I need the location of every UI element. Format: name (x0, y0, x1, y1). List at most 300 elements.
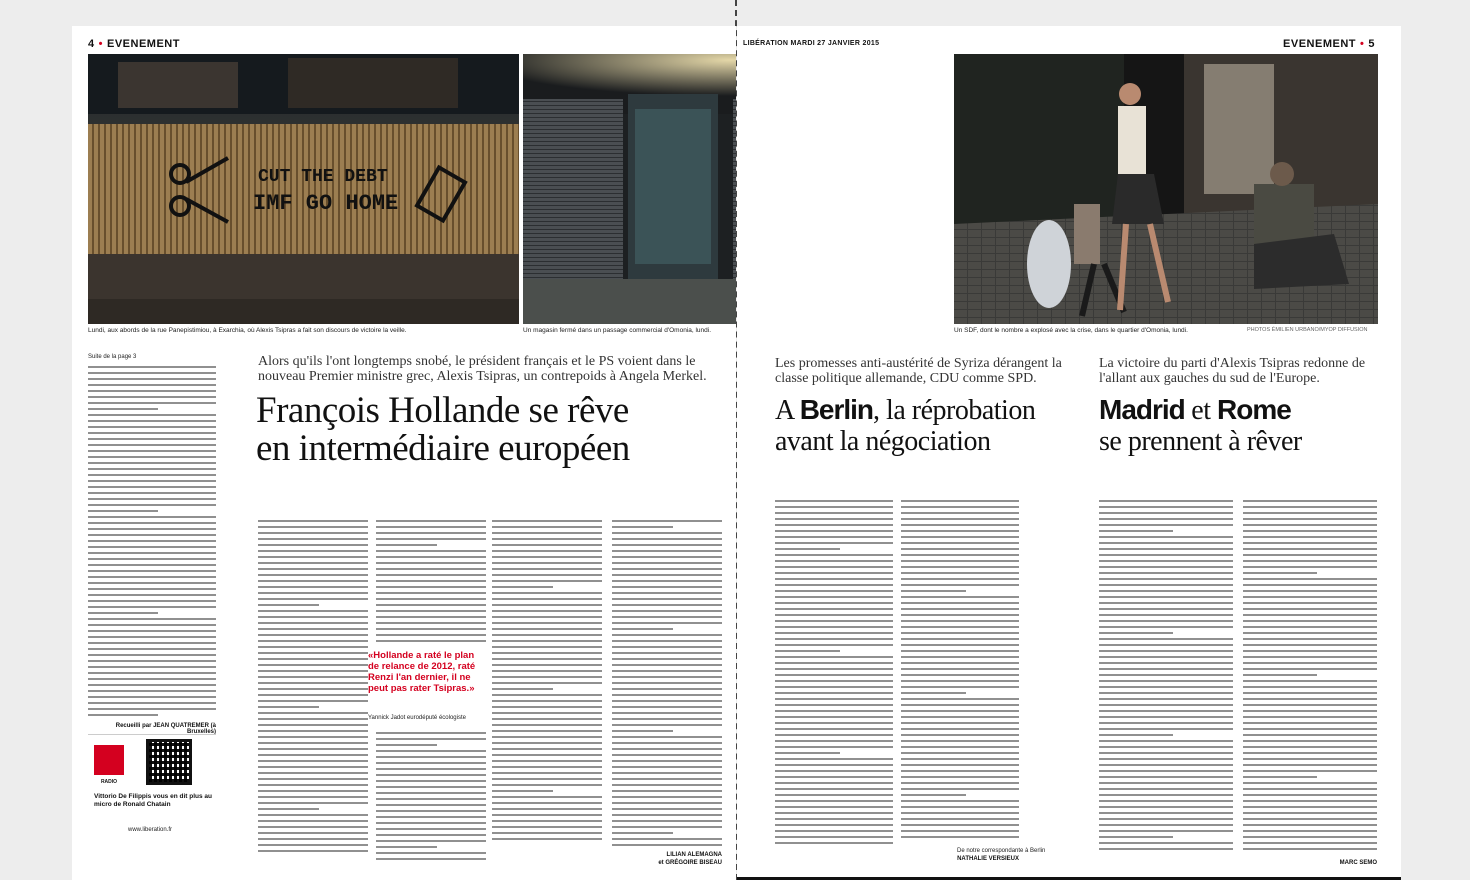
body-text-line (492, 598, 602, 600)
body-text-line (492, 652, 602, 654)
body-text-line (492, 820, 602, 822)
body-text-line (258, 790, 368, 792)
body-text-line (775, 602, 893, 604)
body-text-line (1243, 584, 1377, 586)
body-text-line (88, 558, 216, 560)
body-text-line (901, 632, 1019, 634)
body-text-line (376, 816, 486, 818)
body-text-line (612, 634, 722, 636)
body-text-line (492, 814, 602, 816)
headline-hollande (256, 392, 726, 468)
body-text-line (775, 824, 893, 826)
photo-credit: PHOTOS ÉMILIEN URBANO/MYOP DIFFUSION (1247, 327, 1368, 333)
body-text-line (1099, 506, 1233, 508)
body-text-line (901, 770, 1019, 772)
body-text-line (492, 640, 602, 642)
body-text-line (376, 574, 486, 576)
body-text-line (1099, 806, 1233, 808)
body-text-line (775, 794, 893, 796)
body-text-line (901, 500, 1019, 502)
body-text-line (1243, 602, 1377, 604)
body-text-line (88, 456, 216, 458)
body-text-line (901, 830, 1019, 832)
body-text-line (775, 560, 893, 562)
body-text-line (1243, 620, 1377, 622)
body-text-line (258, 712, 368, 714)
body-text-line (88, 642, 216, 644)
body-text-line (258, 628, 368, 630)
body-text-line (901, 602, 1019, 604)
body-text-line (492, 568, 602, 570)
body-text-line (775, 518, 893, 520)
body-text-line (1099, 770, 1233, 772)
body-text-line (88, 420, 216, 422)
body-text-line (492, 736, 602, 738)
body-text-line (901, 764, 1019, 766)
body-text-line (258, 610, 368, 612)
body-text-line (775, 836, 893, 838)
barricade-graffiti-image (88, 54, 519, 324)
body-text-line (1243, 758, 1377, 760)
body-text-line (258, 622, 368, 624)
body-text-line (376, 598, 486, 600)
body-text-line (258, 520, 368, 522)
body-text-line (1243, 518, 1377, 520)
body-text-line (258, 766, 368, 768)
body-text-line (492, 760, 602, 762)
body-text-line (376, 526, 486, 528)
body-text-line (88, 444, 216, 446)
body-text-line (775, 692, 893, 694)
body-text-line (492, 604, 602, 606)
body-text-line (1099, 782, 1233, 784)
body-text-line (612, 538, 722, 540)
body-text-line (1243, 560, 1377, 562)
body-text-line (1243, 806, 1377, 808)
body-text-line (901, 668, 1019, 670)
berlin-byline: NATHALIE VERSIEUX (957, 856, 1019, 862)
article-deck-hollande: Alors qu'ils l'ont longtemps snobé, le président français et le PS voient dans le nouveau Premier ministre grec, Alexis Tsipras, un contrepoids à Angela Merkel. (258, 354, 707, 384)
body-text-line (258, 718, 368, 720)
body-text-line (376, 580, 486, 582)
radio-promo[interactable] (88, 734, 216, 844)
body-text-line (88, 450, 216, 452)
closed-shop-image (523, 54, 736, 324)
body-text-line (612, 754, 722, 756)
body-text-line (612, 652, 722, 654)
hollande-col-3 (492, 520, 602, 844)
body-text-line (492, 658, 602, 660)
body-text-line (88, 678, 216, 680)
body-text-line (612, 832, 673, 834)
sidebar-byline: Recueilli par JEAN QUATREMER (à Bruxelles) (115, 723, 216, 735)
body-text-line (1099, 716, 1233, 718)
headline-berlin-city: Berlin (799, 394, 874, 425)
body-text-line (88, 714, 158, 716)
body-text-line (258, 700, 368, 702)
body-text-line (775, 638, 893, 640)
hollande-col-2-continued (376, 732, 486, 864)
body-text-line (1099, 560, 1233, 562)
body-text-line (1099, 620, 1233, 622)
body-text-line (901, 644, 1019, 646)
body-text-line (775, 818, 893, 820)
body-text-line (612, 838, 722, 840)
body-text-line (1099, 644, 1233, 646)
body-text-line (492, 694, 602, 696)
body-text-line (492, 784, 602, 786)
body-text-line (1243, 548, 1377, 550)
body-text-line (775, 830, 893, 832)
radio-label: RADIO (100, 779, 118, 785)
body-text-line (88, 474, 216, 476)
body-text-line (1243, 530, 1377, 532)
body-text-line (376, 828, 486, 830)
body-text-line (492, 646, 602, 648)
body-text-line (88, 486, 216, 488)
body-text-line (492, 724, 602, 726)
body-text-line (775, 584, 893, 586)
promo-url[interactable]: www.liberation.fr (128, 827, 173, 833)
photo-street (954, 54, 1378, 324)
body-text-line (258, 682, 368, 684)
body-text-line (1243, 512, 1377, 514)
body-text-line (88, 390, 216, 392)
body-text-line (1099, 848, 1233, 850)
body-text-line (88, 492, 216, 494)
body-text-line (88, 624, 216, 626)
body-text-line (492, 832, 602, 834)
madrid-byline: MARC SEMO (1339, 860, 1377, 866)
body-text-line (901, 704, 1019, 706)
body-text-line (901, 656, 1019, 658)
body-text-line (88, 378, 216, 380)
body-text-line (492, 682, 602, 684)
body-text-line (258, 742, 368, 744)
body-text-line (88, 480, 216, 482)
body-text-line (492, 664, 602, 666)
body-text-line (1243, 596, 1377, 598)
body-text-line (258, 652, 368, 654)
body-text-line (775, 722, 893, 724)
body-text-line (1099, 788, 1233, 790)
body-text-line (775, 656, 893, 658)
body-text-line (376, 786, 486, 788)
hollande-byline-2: et GRÉGOIRE BISEAU (658, 860, 722, 866)
body-text-line (88, 708, 216, 710)
body-text-line (258, 574, 368, 576)
body-text-line (88, 396, 216, 398)
body-text-line (901, 758, 1019, 760)
continued-from: Suite de la page 3 (88, 354, 137, 360)
body-text-line (1243, 740, 1377, 742)
body-text-line (612, 760, 722, 762)
body-text-line (1243, 782, 1377, 784)
body-text-line (258, 658, 368, 660)
body-text-line (901, 536, 1019, 538)
body-text-line (492, 778, 602, 780)
body-text-line (612, 586, 722, 588)
body-text-line (1099, 734, 1173, 736)
body-text-line (775, 668, 893, 670)
body-text-line (88, 594, 216, 596)
qr-code-icon[interactable] (146, 739, 192, 785)
headline-berlin (775, 394, 1075, 457)
body-text-line (376, 640, 486, 642)
body-text-line (376, 840, 486, 842)
body-text-line (376, 846, 437, 848)
body-text-line (376, 628, 486, 630)
photo-caption-2: Un magasin fermé dans un passage commercial d'Omonia, lundi. (523, 327, 712, 334)
body-text-line (612, 640, 722, 642)
body-text-line (612, 664, 722, 666)
headline-madrid-and: et (1184, 395, 1217, 426)
body-text-line (88, 606, 216, 608)
body-text-line (612, 598, 722, 600)
body-text-line (1243, 824, 1377, 826)
body-text-line (376, 732, 486, 734)
body-text-line (258, 754, 368, 756)
body-text-line (612, 808, 722, 810)
body-text-line (492, 562, 602, 564)
body-text-line (775, 752, 840, 754)
body-text-line (1099, 584, 1233, 586)
body-text-line (258, 568, 368, 570)
body-text-line (901, 554, 1019, 556)
body-text-line (258, 526, 368, 528)
body-text-line (775, 746, 893, 748)
body-text-line (1099, 794, 1233, 796)
body-text-line (1243, 704, 1377, 706)
body-text-line (1243, 710, 1377, 712)
promo-text: Vittorio De Filippis vous en dit plus au micro de Ronald Chatain (94, 793, 212, 808)
body-text-line (376, 586, 486, 588)
body-text-line (1099, 602, 1233, 604)
body-text-line (258, 616, 368, 618)
body-text-line (901, 608, 1019, 610)
body-text-line (258, 694, 368, 696)
right-folio (1283, 38, 1375, 50)
body-text-line (901, 518, 1019, 520)
body-text-line (775, 524, 893, 526)
body-text-line (1099, 572, 1233, 574)
pull-quote-author: Yannick Jadot eurodéputé écologiste (368, 715, 466, 721)
body-text-line (1099, 608, 1233, 610)
body-text-line (492, 712, 602, 714)
svg-text:CUT THE DEBT: CUT THE DEBT (258, 167, 388, 187)
body-text-line (258, 850, 368, 852)
body-text-line (775, 698, 893, 700)
body-text-line (1243, 566, 1377, 568)
body-text-line (612, 622, 722, 624)
body-text-line (1099, 824, 1233, 826)
body-text-line (1243, 638, 1377, 640)
body-text-line (1243, 776, 1317, 778)
body-text-line (775, 572, 893, 574)
body-text-line (376, 774, 486, 776)
berlin-col-2 (901, 500, 1019, 842)
body-text-line (88, 534, 216, 536)
body-text-line (1243, 536, 1377, 538)
body-text-line (376, 738, 486, 740)
page-number: 4 (88, 38, 95, 50)
body-text-line (88, 522, 216, 524)
article-deck-madrid: La victoire du parti d'Alexis Tsipras redonne de l'allant aux gauches du sud de l'Europe. (1099, 356, 1366, 386)
body-text-line (1099, 530, 1173, 532)
red-dot-icon: • (1360, 38, 1365, 50)
body-text-line (612, 736, 722, 738)
body-text-line (901, 566, 1019, 568)
body-text-line (1243, 794, 1377, 796)
body-text-line (1243, 662, 1377, 664)
body-text-line (775, 770, 893, 772)
body-text-line (492, 580, 602, 582)
body-text-line (1243, 524, 1377, 526)
body-text-line (1243, 752, 1377, 754)
body-text-line (1243, 830, 1377, 832)
body-text-line (258, 826, 368, 828)
body-text-line (88, 384, 216, 386)
body-text-line (901, 626, 1019, 628)
berlin-col-1 (775, 500, 893, 848)
body-text-line (492, 622, 602, 624)
body-text-line (1099, 638, 1233, 640)
body-text-line (258, 844, 368, 846)
body-text-line (88, 612, 158, 614)
body-text-line (1099, 674, 1233, 676)
body-text-line (1243, 674, 1317, 676)
body-text-line (775, 614, 893, 616)
body-text-line (492, 808, 602, 810)
body-text-line (1099, 626, 1233, 628)
omonia-street-image (954, 54, 1378, 324)
body-text-line (901, 698, 1019, 700)
body-text-line (376, 550, 486, 552)
left-folio (88, 38, 180, 50)
body-text-line (612, 796, 722, 798)
body-text-line (376, 798, 486, 800)
body-text-line (492, 766, 602, 768)
body-text-line (612, 820, 722, 822)
body-text-line (775, 662, 893, 664)
body-text-line (775, 800, 893, 802)
body-text-line (612, 712, 722, 714)
body-text-line (775, 620, 893, 622)
body-text-line (376, 634, 486, 636)
body-text-line (775, 542, 893, 544)
body-text-line (258, 640, 368, 642)
body-text-line (258, 670, 368, 672)
body-text-line (376, 562, 486, 564)
body-text-line (258, 808, 319, 810)
body-text-line (612, 724, 722, 726)
body-text-line (901, 836, 1019, 838)
body-text-line (612, 658, 722, 660)
body-text-line (1099, 662, 1233, 664)
photo-caption-3: Un SDF, dont le nombre a explosé avec la crise, dans le quartier d'Omonia, lundi. (954, 327, 1188, 334)
body-text-line (901, 584, 1019, 586)
body-text-line (1243, 716, 1377, 718)
body-text-line (88, 408, 158, 410)
body-text-line (376, 568, 486, 570)
body-text-line (258, 724, 368, 726)
body-text-line (492, 550, 602, 552)
body-text-line (1099, 680, 1233, 682)
body-text-line (492, 718, 602, 720)
body-text-line (258, 778, 368, 780)
body-text-line (258, 688, 368, 690)
body-text-line (901, 818, 1019, 820)
body-text-line (88, 582, 216, 584)
body-text-line (492, 742, 602, 744)
body-text-line (901, 590, 966, 592)
body-text-line (492, 838, 602, 840)
body-text-line (612, 730, 673, 732)
body-text-line (492, 526, 602, 528)
body-text-line (775, 650, 840, 652)
body-text-line (1099, 512, 1233, 514)
body-text-line (88, 696, 216, 698)
body-text-line (376, 756, 486, 758)
body-text-line (901, 596, 1019, 598)
body-text-line (1243, 770, 1377, 772)
body-text-line (1243, 500, 1377, 502)
section-label: EVENEMENT (1283, 38, 1357, 50)
body-text-line (612, 556, 722, 558)
body-text-line (376, 520, 486, 522)
body-text-line (1243, 836, 1377, 838)
body-text-line (492, 544, 602, 546)
body-text-line (1243, 626, 1377, 628)
body-text-line (88, 468, 216, 470)
body-text-line (901, 806, 1019, 808)
body-text-line (775, 632, 893, 634)
body-text-line (901, 530, 1019, 532)
body-text-line (612, 784, 722, 786)
body-text-line (492, 772, 602, 774)
body-text-line (1243, 734, 1377, 736)
body-text-line (88, 588, 216, 590)
body-text-line (1243, 578, 1377, 580)
body-text-line (1099, 500, 1233, 502)
body-text-line (88, 516, 216, 518)
body-text-line (1243, 650, 1377, 652)
body-text-line (88, 498, 216, 500)
body-text-line (258, 532, 368, 534)
body-text-line (775, 590, 893, 592)
body-text-line (775, 806, 893, 808)
body-text-line (775, 644, 893, 646)
body-text-line (1099, 836, 1173, 838)
body-text-line (376, 622, 486, 624)
headline-madrid (1099, 394, 1389, 457)
body-text-line (612, 646, 722, 648)
body-text-line (1099, 692, 1233, 694)
body-text-line (376, 780, 486, 782)
body-text-line (775, 506, 893, 508)
body-text-line (258, 796, 368, 798)
body-text-line (901, 752, 1019, 754)
body-text-line (612, 706, 722, 708)
body-text-line (612, 826, 722, 828)
body-text-line (258, 832, 368, 834)
body-text-line (775, 758, 893, 760)
headline-hollande-line1: François Hollande se rêve (256, 390, 629, 431)
body-text-line (88, 546, 216, 548)
body-text-line (88, 636, 216, 638)
photo-caption-1: Lundi, aux abords de la rue Panepistimiou, à Exarchia, où Alexis Tsipras a fait son discours de victoire la veille. (88, 327, 407, 334)
body-text-line (1243, 542, 1377, 544)
